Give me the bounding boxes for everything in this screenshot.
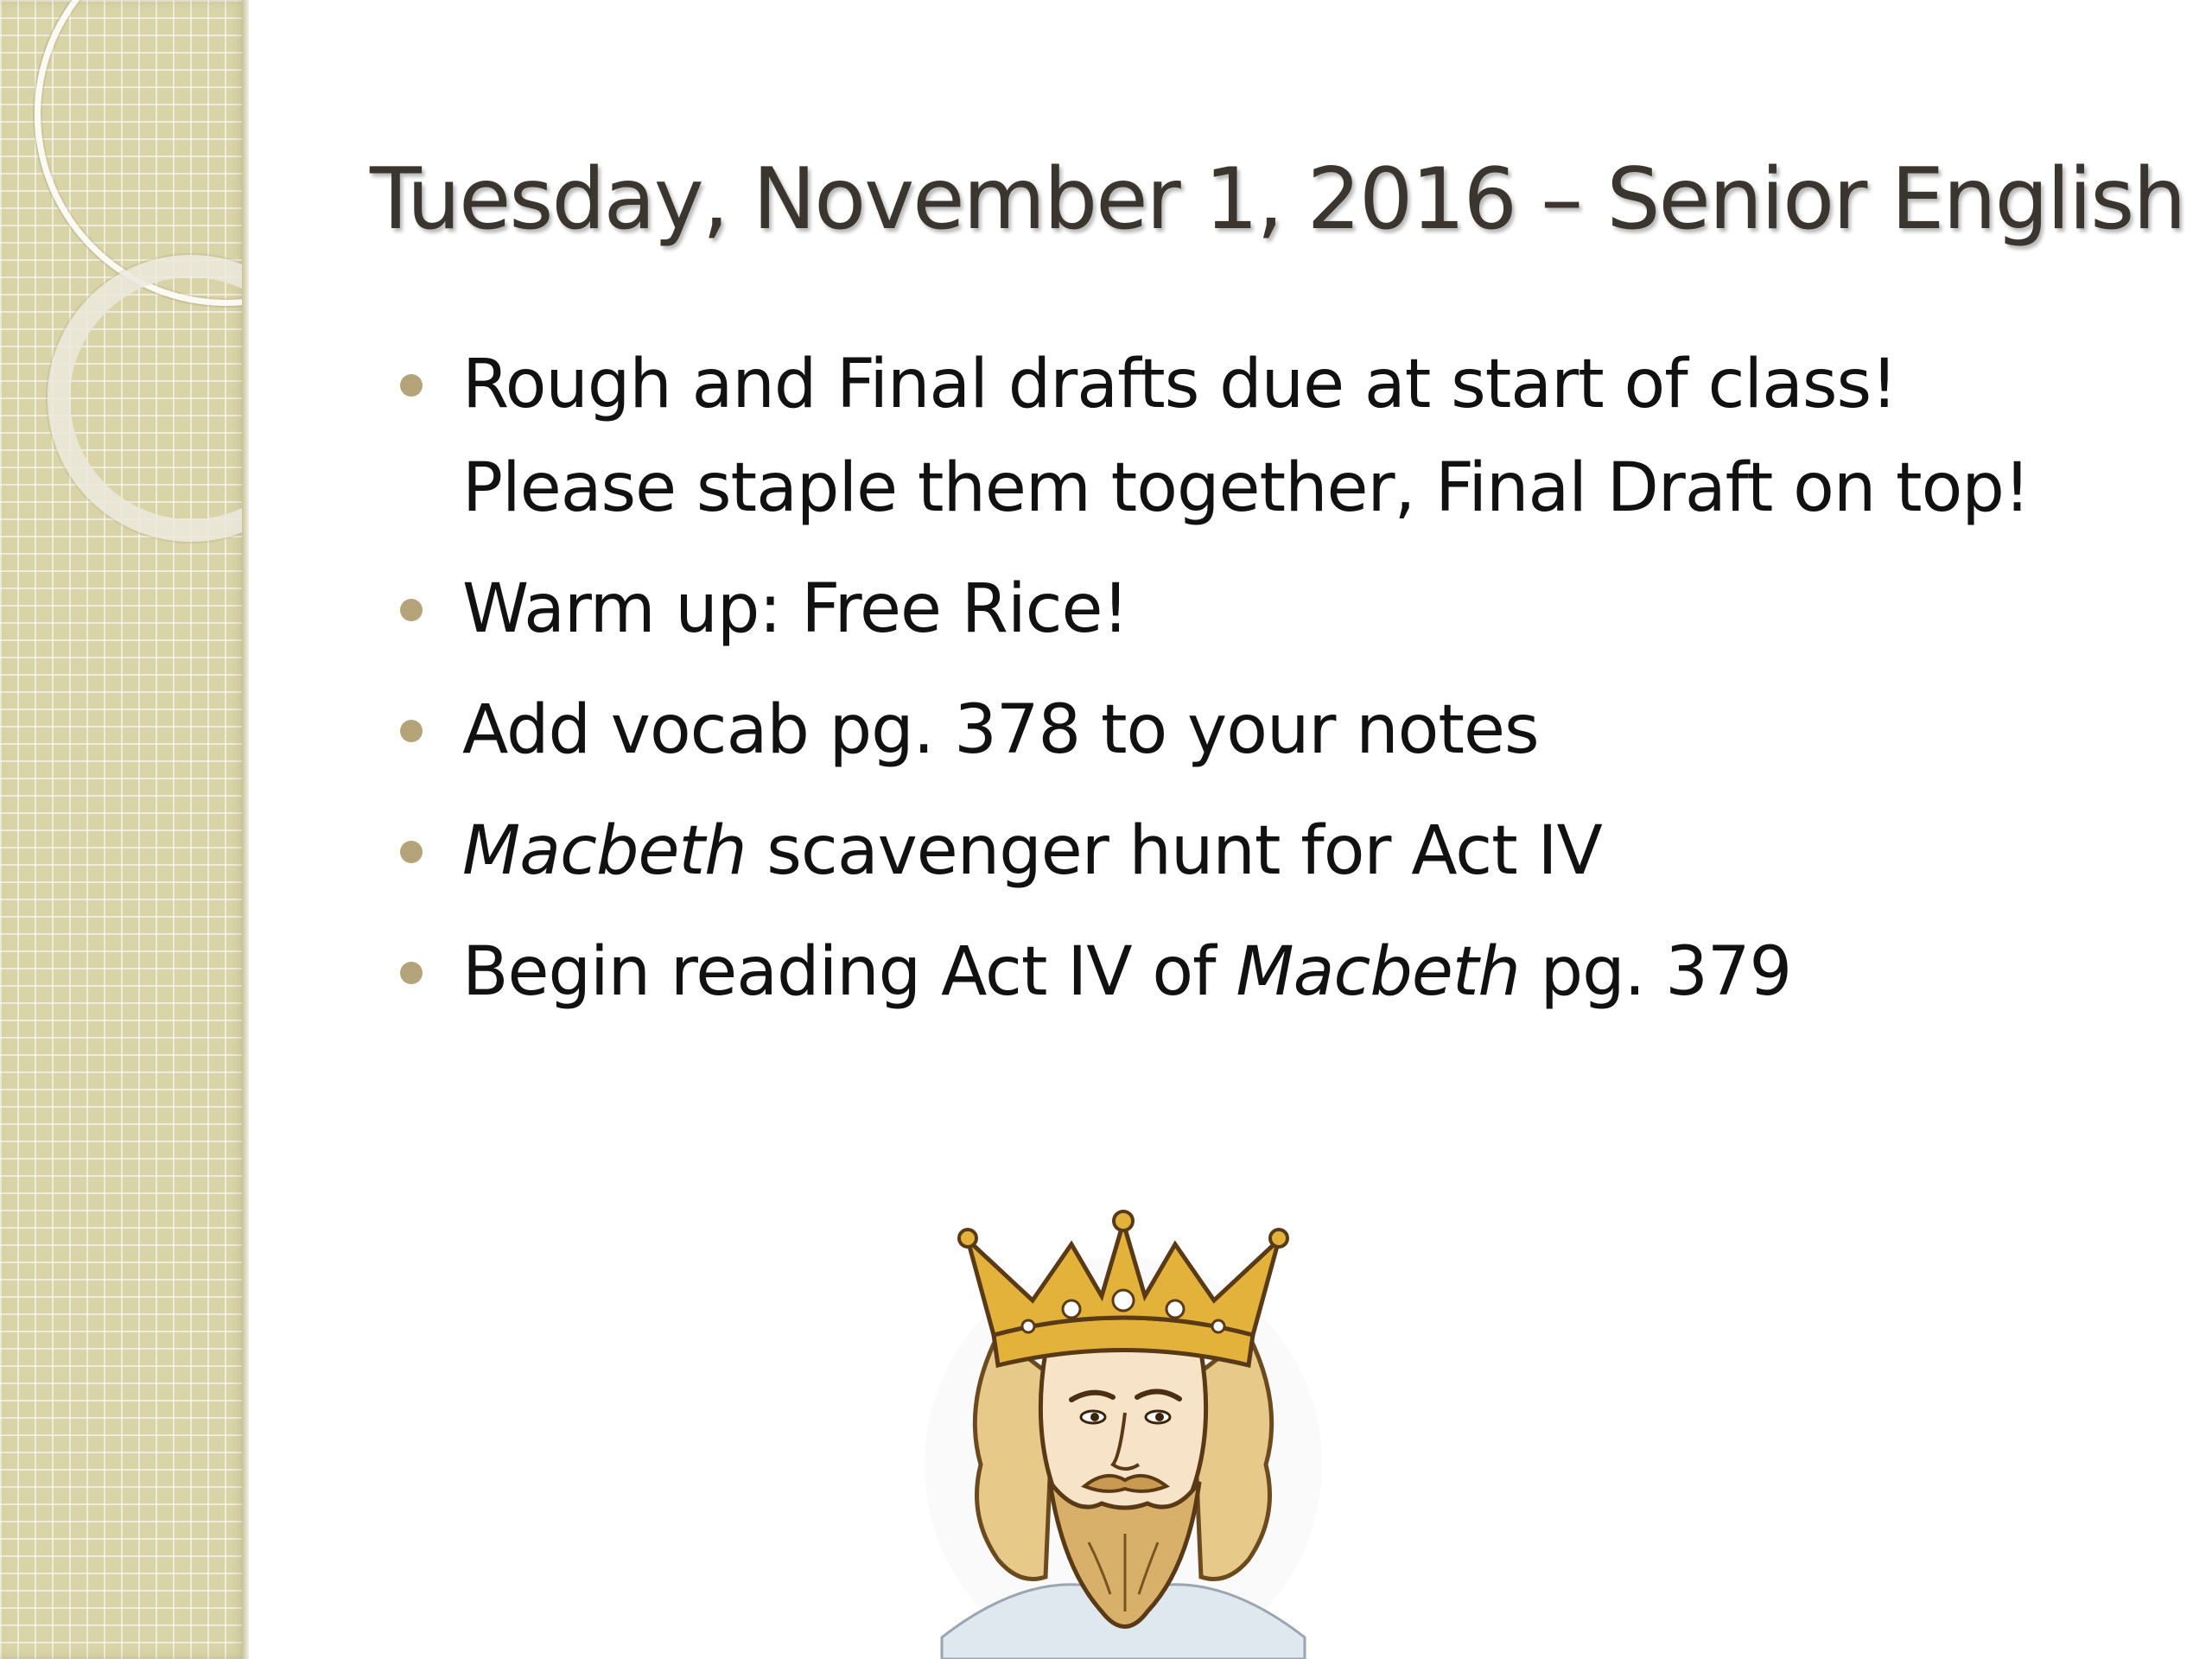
bullet-text: Begin reading Act IV of — [462, 933, 1236, 1011]
bullet-text: Warm up: Free Rice! — [462, 570, 1128, 648]
bullet-item-scavenger-hunt — [393, 799, 2164, 903]
bullet-dot-icon — [400, 599, 423, 621]
bullet-text: pg. 379 — [1519, 933, 1792, 1011]
bullet-list — [393, 333, 2164, 1041]
bullet-text-line2: Please staple them together, Final Draft on top! — [462, 449, 2031, 527]
bullet-dot-icon — [400, 962, 423, 984]
bullet-item-warmup — [393, 557, 2164, 661]
bullet-text-italic: Macbeth — [1236, 933, 1520, 1011]
bullet-dot-icon — [400, 374, 423, 397]
bullet-item-reading — [393, 920, 2164, 1024]
bullet-text: Add vocab pg. 378 to your notes — [462, 691, 1539, 769]
bullet-dot-icon — [400, 720, 423, 742]
decorative-side-panel — [0, 0, 246, 1659]
bullet-text: scavenger hunt for Act IV — [746, 812, 1602, 890]
side-panel-edge — [242, 0, 249, 1659]
slide-title: Tuesday, November 1, 2016 – Senior English — [370, 150, 2185, 249]
bullet-item-drafts — [393, 333, 2164, 540]
king-with-crown-clipart-icon — [916, 1205, 1331, 1659]
bullet-text-line1: Rough and Final drafts due at start of class! — [462, 346, 1897, 423]
bullet-text-italic: Macbeth — [462, 812, 747, 890]
bullet-item-vocab — [393, 678, 2164, 782]
bullet-dot-icon — [400, 841, 423, 863]
